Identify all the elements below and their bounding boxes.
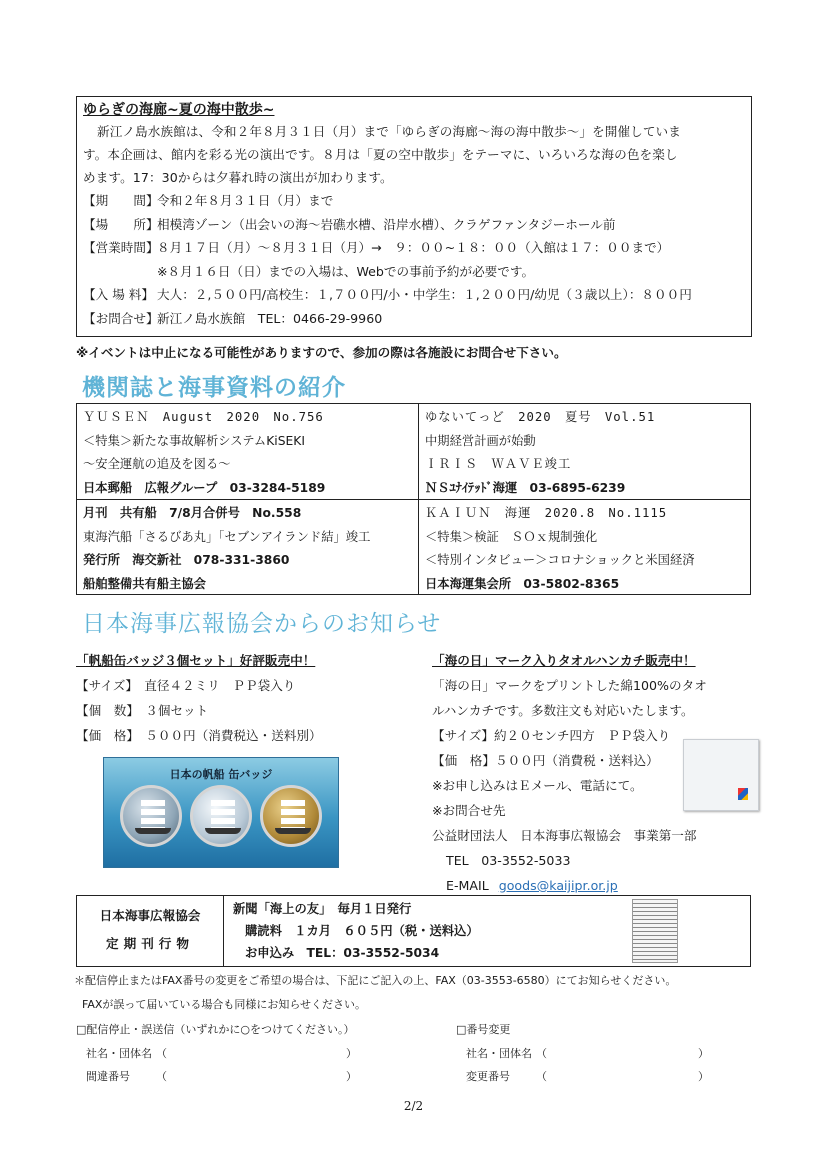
event-row: ※８月１６日（日）までの入場は、Webでの事前予約が必要です。 bbox=[157, 263, 535, 279]
event-row: 【期 間】 令和２年８月３１日（月）まで bbox=[83, 193, 334, 208]
product-towel-line: 【価 格】５００円（消費税・送料込） bbox=[432, 753, 659, 768]
event-title: ゆらぎの海廊~夏の海中散歩~ bbox=[83, 102, 275, 118]
event-row: 【場 所】 相模湾ゾーン（出会いの海～岩礁水槽、沿岸水槽）、クラゲファンタジーホール前 bbox=[83, 216, 616, 232]
form-company-right[interactable]: 社名・団体名 （ ） bbox=[466, 1047, 709, 1060]
form-company-left[interactable]: 社名・団体名 （ ） bbox=[86, 1047, 357, 1060]
sailing-ship-badge-icon bbox=[260, 785, 322, 847]
product-towel-line: ※お申し込みはＥメール、電話にて。 bbox=[432, 778, 643, 793]
product-towel-title: 「海の日」マーク入りタオルハンカチ販売中！ bbox=[432, 653, 696, 668]
form-changed-number[interactable]: 変更番号 （ ） bbox=[466, 1070, 709, 1083]
magazine-cell-united: ゆないてっど 2020 夏号 Vol.51 中期経営計画が始動 ＩＲＩＳ ＷＡＶＥ竣工 ＮＳﾕﾅｲﾃｯﾄﾞ海運 03-6895-6239 bbox=[425, 410, 656, 495]
product-towel-line: 公益財団法人 日本海事広報協会 事業第一部 bbox=[432, 828, 697, 843]
product-towel-line: ルハンカチです。多数注文も対応いたします。 bbox=[432, 703, 694, 718]
form-right-title[interactable]: □番号変更 bbox=[456, 1023, 511, 1036]
magazine-cell-kaiun: ＫＡＩＵＮ 海運 2020.8 No.1115 ＜特集＞検証 ＳＯｘ規制強化 ＜特別インタビュー＞コロナショックと米国経済 日本海運集会所 03-5802-8365 bbox=[425, 506, 695, 591]
section-heading-notices: 日本海事広報協会からのお知らせ bbox=[82, 611, 442, 637]
subscription-label: 日本海事広報協会 定期刊行物 bbox=[77, 896, 224, 966]
section-heading-magazines: 機関誌と海事資料の紹介 bbox=[82, 375, 346, 401]
badge-set-photo bbox=[103, 757, 339, 868]
magazine-cell-yusen: ＹＵＳＥＮ August 2020 No.756 ＜特集＞新たな事故解析システムKiSEKI ～安全運航の追及を図る～ 日本郵船 広報グループ 03-3284-5189 bbox=[83, 410, 326, 495]
badge-photo-caption: 日本の帆船 缶バッジ bbox=[169, 768, 273, 781]
sailing-ship-badge-icon bbox=[120, 785, 182, 847]
event-box bbox=[76, 96, 752, 337]
magazine-cell-kyoyusen: 月刊 共有船 7/8月合併号 No.558 東海汽船「さるびあ丸」「セブンアイランド結」竣工 発行所 海交新社 078-331-3860 船舶整備共有船主協会 bbox=[83, 506, 371, 591]
fax-note-2: FAXが誤って届いている場合も同様にお知らせください。 bbox=[82, 998, 367, 1011]
product-towel-line: 【サイズ】約２０センチ四方 ＰＰ袋入り bbox=[432, 728, 671, 743]
product-badge-line: 【価 格】 ５００円（消費税込・送料別） bbox=[76, 728, 322, 743]
subscription-box bbox=[76, 895, 751, 967]
product-badge bbox=[76, 648, 406, 748]
page-number: 2/2 bbox=[403, 1099, 424, 1113]
product-towel-line: 「海の日」マークをプリントした綿100%のタオ bbox=[432, 678, 707, 693]
event-row: 【入 場 料】 大人：２,５００円/高校生：１,７００円/小・中学生：１,２００円/幼児（３歳以上）：８００円 bbox=[83, 287, 692, 302]
magazine-table bbox=[76, 403, 751, 595]
form-wrong-number[interactable]: 間違番号 （ ） bbox=[86, 1070, 357, 1083]
contact-tel: TEL 03-3552-5033 bbox=[446, 853, 571, 868]
fax-note-1: ＊配信停止またはFAX番号の変更をご希望の場合は、下記にご記入の上、FAX（03-3553-6580）にてお知らせください。 bbox=[74, 974, 677, 987]
event-notice: ※イベントは中止になる可能性がありますので、参加の際は各施設にお問合せ下さい。 bbox=[76, 345, 567, 360]
form-left-title[interactable]: □配信停止・誤送信（いずれかに○をつけてください。） bbox=[76, 1023, 355, 1036]
product-badge-line: 【サイズ】 直径４２ミリ ＰＰ袋入り bbox=[76, 678, 296, 693]
umi-no-hi-mark-icon bbox=[738, 788, 748, 800]
product-towel-line: ※お問合せ先 bbox=[432, 803, 506, 818]
email-link[interactable]: goods@kaijipr.or.jp bbox=[498, 878, 618, 893]
event-text-1: 新江ノ島水族館は、令和２年８月３１日（月）まで「ゆらぎの海廊～海の海中散歩～」を開催していま bbox=[97, 124, 681, 139]
product-badge-line: 【個 数】 ３個セット bbox=[76, 703, 209, 718]
event-row: 【営業時間】 ８月１７日（月）～８月３１日（月）→ ９：００~１８：００（入館は１７：００まで） bbox=[83, 240, 670, 255]
product-badge-title: 「帆船缶バッジ３個セット」好評販売中！ bbox=[76, 653, 316, 668]
event-text-3: めます。17：30からは夕暮れ時の演出が加わります。 bbox=[83, 170, 393, 185]
newspaper-thumbnail bbox=[632, 899, 678, 963]
event-row: 【お問合せ】 新江ノ島水族館 TEL：0466-29-9960 bbox=[83, 310, 383, 326]
subscription-details: 新聞「海上の友」 毎月１日発行 購読料 １カ月 ６０５円（税・送料込） お申込み TEL：03-3552-5034 bbox=[233, 902, 479, 960]
sailing-ship-badge-icon bbox=[190, 785, 252, 847]
contact-email-row: E-MAIL goods@kaijipr.or.jp bbox=[446, 878, 618, 893]
event-text-2: す。本企画は、館内を彩る光の演出です。８月は「夏の空中散歩」をテーマに、いろいろな海の色を楽し bbox=[83, 147, 678, 162]
towel-handkerchief-photo bbox=[683, 739, 759, 811]
